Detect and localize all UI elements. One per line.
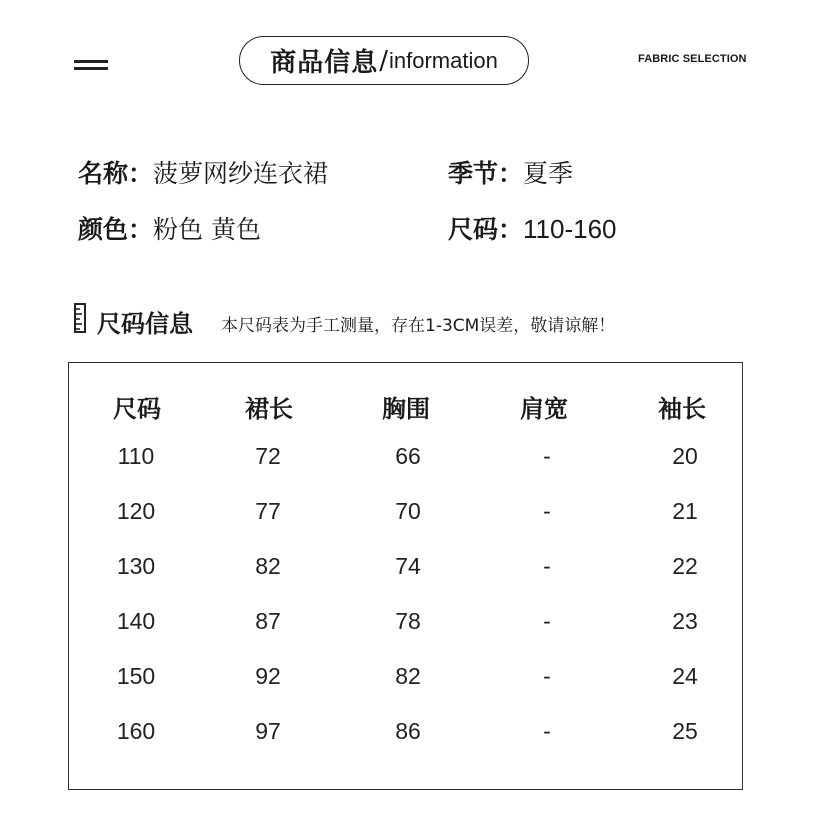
table-cell: -: [543, 443, 551, 469]
table-cell: 74: [395, 553, 421, 579]
table-cell: 25: [672, 718, 698, 744]
table-header-size: 尺码: [113, 395, 161, 423]
header-title-en: information: [388, 47, 498, 73]
table-cell: -: [543, 608, 551, 634]
fabric-selection-label: FABRIC SELECTION: [638, 53, 747, 65]
header-title-cn: 商品信息: [270, 48, 379, 78]
product-season: [448, 154, 573, 190]
product-name: [78, 154, 328, 190]
product-name-value: 菠萝网纱连衣裙: [153, 159, 329, 188]
product-color-value: 粉色 黄色: [153, 215, 261, 244]
table-cell: 82: [395, 663, 421, 689]
table-header-sleeve: 袖长: [658, 395, 706, 423]
table-cell: 92: [255, 663, 281, 689]
size-table: [68, 362, 743, 790]
ruler-icon: [74, 303, 86, 333]
table-cell: 130: [116, 553, 156, 579]
table-cell: 24: [672, 663, 698, 689]
table-cell: 20: [672, 443, 698, 469]
product-color: [78, 210, 261, 246]
table-cell: -: [543, 718, 551, 744]
table-cell: -: [543, 553, 551, 579]
menu-icon: [74, 60, 108, 72]
table-cell: 70: [395, 498, 421, 524]
table-cell: 72: [255, 443, 281, 469]
table-cell: 120: [116, 498, 156, 524]
product-size-label: 尺码：: [448, 215, 524, 244]
product-size-value: 110-160: [523, 214, 617, 244]
table-header-chest: 胸围: [382, 395, 430, 423]
table-cell: -: [543, 663, 551, 689]
product-season-value: 夏季: [523, 159, 574, 188]
size-section-title: 尺码信息: [97, 310, 193, 338]
section-header-pill: [239, 36, 529, 85]
table-cell: 82: [255, 553, 281, 579]
table-cell: 86: [395, 718, 421, 744]
table-header-shoulder: 肩宽: [520, 395, 568, 423]
product-name-label: 名称：: [78, 159, 154, 188]
table-cell: 66: [395, 443, 421, 469]
table-cell: -: [543, 498, 551, 524]
table-cell: 87: [255, 608, 281, 634]
table-cell: 97: [255, 718, 281, 744]
size-section-note: 本尺码表为手工测量，存在1-3CM误差，敬请谅解！: [221, 316, 616, 336]
header-title-slash: /: [379, 45, 388, 76]
table-cell: 150: [116, 663, 156, 689]
table-cell: 22: [672, 553, 698, 579]
table-cell: 78: [395, 608, 421, 634]
product-color-label: 颜色：: [78, 215, 154, 244]
table-cell: 21: [672, 498, 698, 524]
table-cell: 77: [255, 498, 281, 524]
product-size: [448, 210, 617, 246]
table-header-length: 裙长: [245, 395, 293, 423]
table-cell: 23: [672, 608, 698, 634]
product-season-label: 季节：: [448, 159, 524, 188]
table-cell: 140: [116, 608, 156, 634]
table-cell: 160: [116, 718, 156, 744]
table-cell: 110: [117, 443, 155, 469]
